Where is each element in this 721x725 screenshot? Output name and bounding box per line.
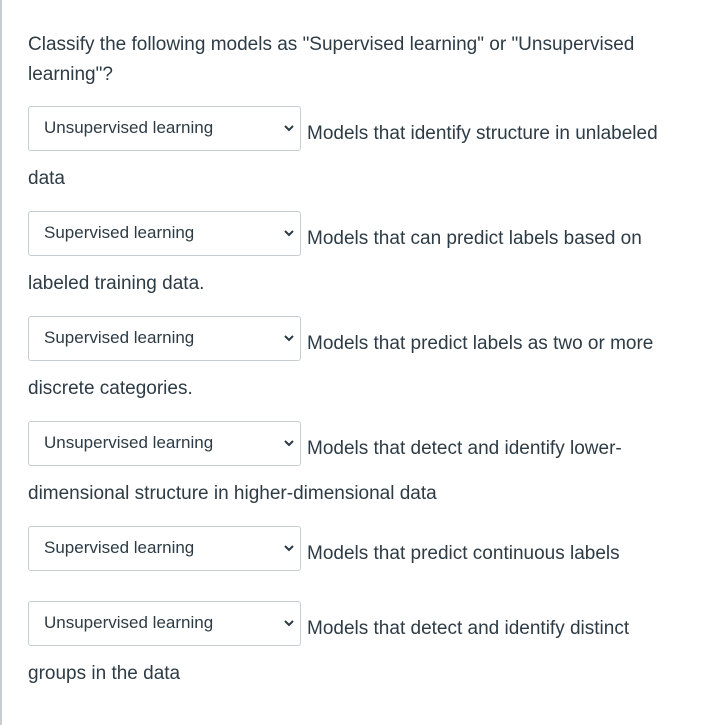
dropdown-selected-value: Supervised learning <box>44 223 195 242</box>
chevron-down-icon <box>282 541 296 555</box>
item-text-rest: labeled training data. <box>28 273 205 294</box>
answer-row-6 <box>28 601 708 688</box>
item-text-rest: data <box>28 168 65 189</box>
answer-dropdown-4[interactable] <box>28 421 301 466</box>
chevron-down-icon <box>282 226 296 240</box>
item-text-first: Models that identify structure in unlabeled <box>307 123 658 144</box>
item-text-first: Models that predict continuous labels <box>307 543 620 564</box>
chevron-down-icon <box>282 121 296 135</box>
answer-row-2 <box>28 211 708 298</box>
chevron-down-icon <box>282 331 296 345</box>
left-border <box>0 0 2 725</box>
dropdown-selected-value: Supervised learning <box>44 328 195 347</box>
item-text-first: Models that can predict labels based on <box>307 228 642 249</box>
dropdown-selected-value: Unsupervised learning <box>44 118 214 137</box>
chevron-down-icon <box>282 436 296 450</box>
question-text: Classify the following models as "Supervised learning" or "Unsupervised learning"? <box>28 34 635 85</box>
dropdown-selected-value: Unsupervised learning <box>44 433 214 452</box>
answer-dropdown-3[interactable] <box>28 316 301 361</box>
item-text-first: Models that detect and identify lower- <box>307 438 622 459</box>
answer-dropdown-6[interactable] <box>28 601 301 646</box>
answer-row-4 <box>28 421 708 508</box>
answer-dropdown-5[interactable] <box>28 526 301 571</box>
answer-dropdown-1[interactable] <box>28 106 301 151</box>
item-text-rest: groups in the data <box>28 663 181 684</box>
chevron-down-icon <box>282 616 296 630</box>
item-text-rest: discrete categories. <box>28 378 193 399</box>
answer-dropdown-2[interactable] <box>28 211 301 256</box>
item-text-first: Models that predict labels as two or more <box>307 333 654 354</box>
dropdown-selected-value: Supervised learning <box>44 538 195 557</box>
item-text-rest: dimensional structure in higher-dimensional data <box>28 483 437 504</box>
answer-row-1 <box>28 106 708 193</box>
answer-row-5 <box>28 526 708 571</box>
answer-row-3 <box>28 316 708 403</box>
dropdown-selected-value: Unsupervised learning <box>44 613 214 632</box>
item-text-first: Models that detect and identify distinct <box>307 618 630 639</box>
